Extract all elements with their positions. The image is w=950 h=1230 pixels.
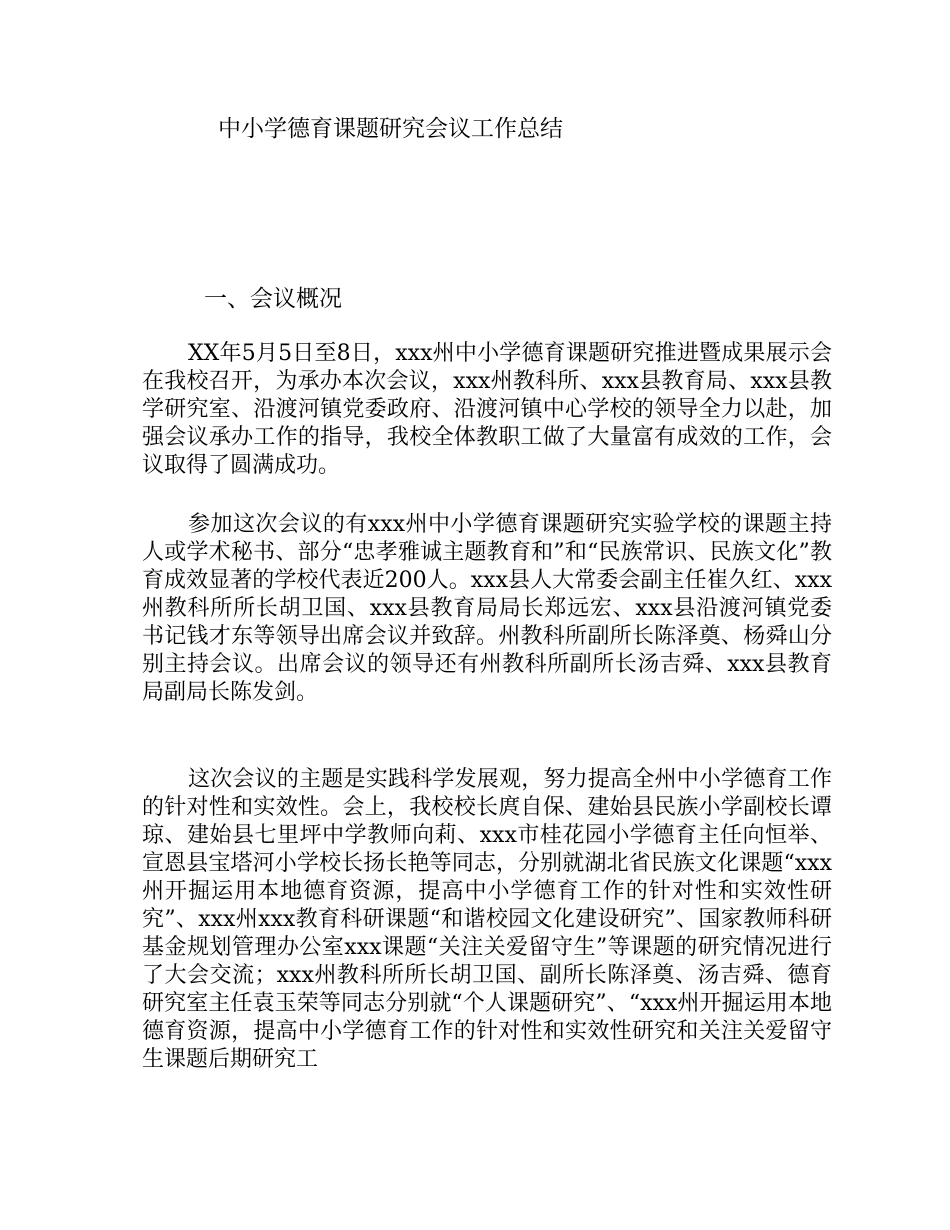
paragraph-attendees: 参加这次会议的有xxx州中小学德育课题研究实验学校的课题主持人或学术秘书、部分“忠孝雅诚主题教育和”和“民族常识、民族文化”教育成效显著的学校代表近200人。xxx县人大常委会副主任崔久红、xxx州教科所所长胡卫国、xxx县教育局局长郑远宏、xxx县沿渡河镇党委书记钱才东等领导出席会议并致辞。州教科所副所长陈泽奠、杨舜山分别主持会议。出席会议的领导还有州教科所副所长汤吉舜、xxx县教育局副局长陈发剑。 [142,512,832,705]
paragraph-meeting-dates: XX年5月5日至8日，xxx州中小学德育课题研究推进暨成果展示会在我校召开，为承办本次会议，xxx州教科所、xxx县教育局、xxx县教学研究室、沿渡河镇党委政府、沿渡河镇中心学校的领导全力以赴，加强会议承办工作的指导，我校全体教职工做了大量富有成效的工作，会议取得了圆满成功。 [142,341,832,478]
document-title: 中小学德育课题研究会议工作总结 [218,116,563,142]
paragraph-meeting-theme: 这次会议的主题是实践科学发展观，努力提高全州中小学德育工作的针对性和实效性。会上，我校校长庹自保、建始县民族小学副校长谭琼、建始县七里坪中学教师向莉、xxx市桂花园小学德育主任向恒举、宣恩县宝塔河小学校长扬长艳等同志，分别就湖北省民族文化课题“xxx州开掘运用本地德育资源，提高中小学德育工作的针对性和实效性研究”、xxx州xxx教育科研课题“和谐校园文化建设研究”、国家教师科研基金规划管理办公室xxx课题“关注关爱留守生”等课题的研究情况进行了大会交流；xxx州教科所所长胡卫国、副所长陈泽奠、汤吉舜、德育研究室主任袁玉荣等同志分别就“个人课题研究”、“xxx州开掘运用本地德育资源，提高中小学德育工作的针对性和实效性研究和关注关爱留守生课题后期研究工 [142,767,832,1072]
section-heading-overview: 一、会议概况 [204,286,342,312]
